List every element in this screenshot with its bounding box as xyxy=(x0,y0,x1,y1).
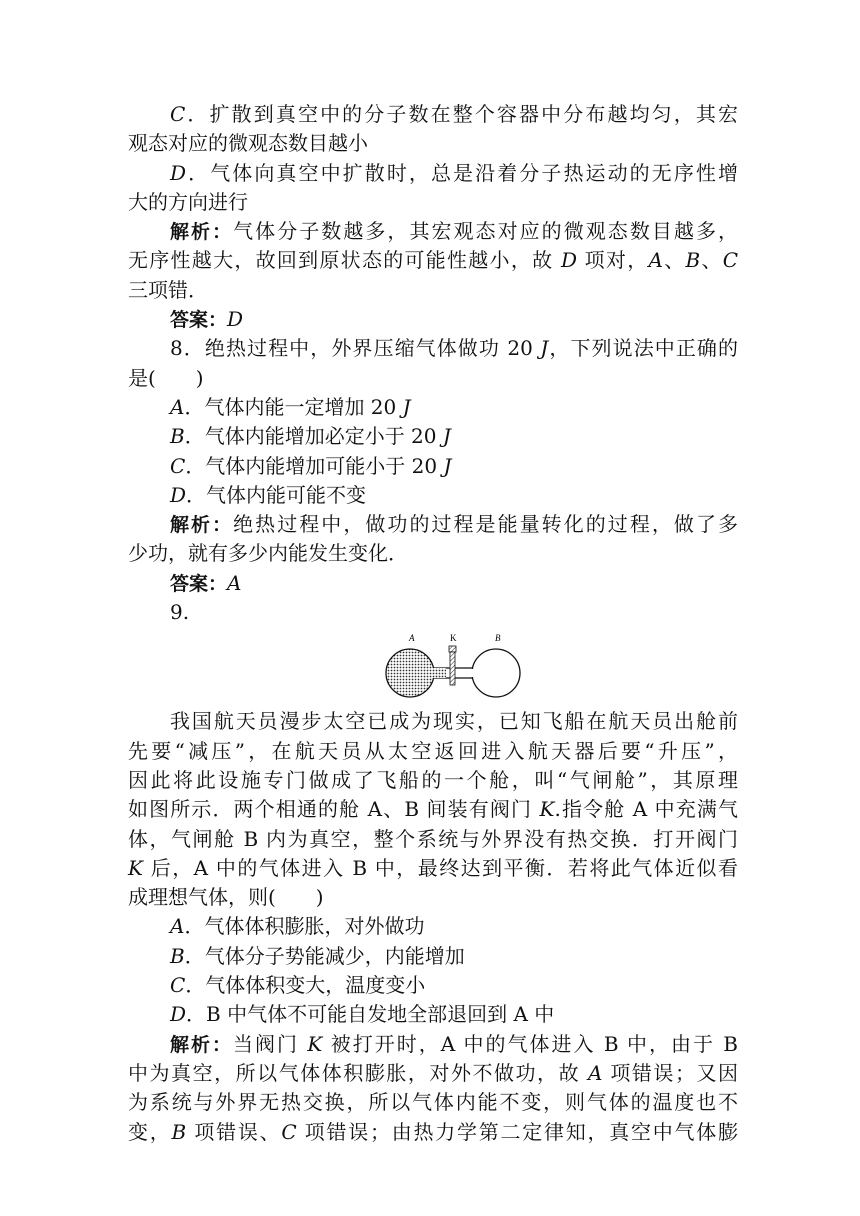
q9-option-b: B．气体分子势能减少，内能增加 xyxy=(170,943,465,968)
q8-option-c: C．气体内能增加可能小于 20 J xyxy=(170,453,452,478)
q8-stem-line1: 8．绝热过程中，外界压缩气体做功 20 J，下列说法中正确的 xyxy=(170,336,739,361)
q9-option-a: A．气体体积膨胀，对外做功 xyxy=(170,914,425,939)
label-b: B xyxy=(495,633,501,644)
q9-stem-line6: K 后，A 中的气体进入 B 中，最终达到平衡．若将此气体近似看 xyxy=(128,855,738,880)
q7-option-d-line1: D．气体向真空中扩散时，总是沿着分子热运动的无序性增 xyxy=(170,160,738,185)
q7-analysis-line2: 无序性越大，故回到原状态的可能性越小，故 D 项对，A、B、C xyxy=(128,248,739,273)
q9-stem-line5: 体，气闸舱 B 内为真空，整个系统与外界没有热交换．打开阀门 xyxy=(128,826,738,851)
q8-option-a: A．气体内能一定增加 20 J xyxy=(170,394,411,419)
q7-option-c-line2: 观态对应的微观态数目越小 xyxy=(128,131,368,156)
q8-analysis-line2: 少功，就有多少内能发生变化． xyxy=(128,541,408,566)
q8-option-b: B．气体内能增加必定小于 20 J xyxy=(170,424,451,449)
q9-stem-line1: 我国航天员漫步太空已成为现实，已知飞船在航天员出舱前 xyxy=(170,709,738,734)
q9-stem-line3: 因此将此设施专门做成了飞船的一个舱，叫“气闸舱”，其原理 xyxy=(128,767,738,792)
q8-answer: 答案：A xyxy=(170,570,242,595)
valve-k-stem xyxy=(450,652,455,685)
airlock-diagram xyxy=(378,627,528,707)
q9-number: 9. xyxy=(170,600,190,625)
q8-stem-line2: 是( ) xyxy=(128,365,204,390)
q9-stem-line4: 如图所示．两个相通的舱 A、B 间装有阀门 K.指令舱 A 中充满气 xyxy=(128,797,739,822)
q9-analysis-line1: 解析：当阀门 K 被打开时，A 中的气体进入 B 中，由于 B xyxy=(170,1031,739,1056)
q9-analysis-line4: 变，B 项错误、C 项错误；由热力学第二定律知，真空中气体膨 xyxy=(128,1119,739,1144)
q7-analysis-line3: 三项错． xyxy=(128,277,208,302)
q9-analysis-line2: 中为真空，所以气体体积膨胀，对外不做功，故 A 项错误；又因 xyxy=(128,1060,739,1085)
airlock-figure xyxy=(128,627,738,707)
chamber-a xyxy=(386,649,434,697)
q9-option-c: C．气体体积变大，温度变小 xyxy=(170,973,426,998)
q9-analysis-line3: 为系统与外界无热交换，所以气体内能不变，则气体的温度也不 xyxy=(128,1090,738,1115)
q7-option-c-line1: C．扩散到真空中的分子数在整个容器中分布越均匀，其宏 xyxy=(170,102,738,126)
label-a: A xyxy=(409,633,415,644)
q9-stem-line7: 成理想气体，则( ) xyxy=(128,885,324,910)
q7-answer: 答案：D xyxy=(170,307,244,332)
q9-stem-line2: 先要“减压”，在航天员从太空返回进入航天器后要“升压”， xyxy=(128,738,738,763)
document-page xyxy=(128,100,738,1147)
q8-analysis-line1: 解析：绝热过程中，做功的过程是能量转化的过程，做了多 xyxy=(170,512,738,537)
q7-option-d-line2: 大的方向进行 xyxy=(128,189,248,214)
valve-k-head xyxy=(449,646,456,652)
q8-option-d: D．气体内能可能不变 xyxy=(170,482,367,507)
label-k: K xyxy=(450,633,457,644)
q9-option-d: D．B 中气体不可能自发地全部退回到 A 中 xyxy=(170,1002,555,1027)
chamber-b xyxy=(472,649,520,697)
q7-analysis-line1: 解析：气体分子数越多，其宏观态对应的微观态数目越多， xyxy=(170,219,738,244)
